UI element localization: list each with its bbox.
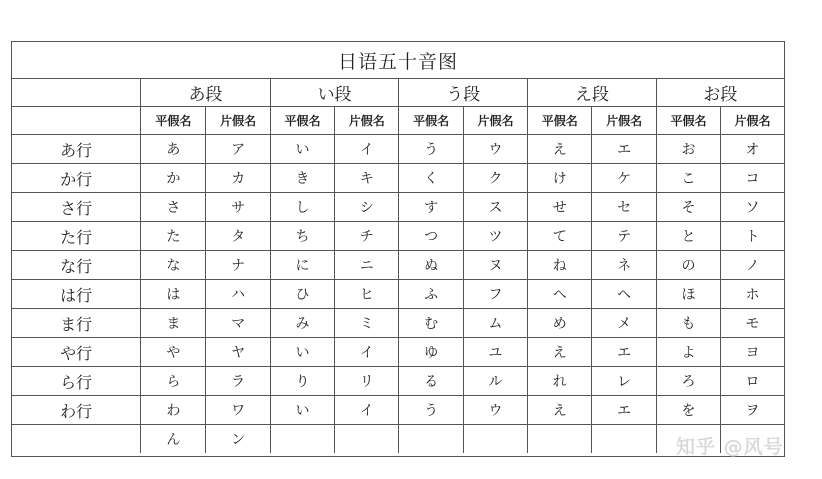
hiragana-cell: ふ (399, 280, 463, 309)
katakana-cell: ネ (592, 251, 656, 280)
hiragana-cell: む (399, 309, 463, 338)
row-label: ら行 (12, 367, 141, 396)
katakana-cell: レ (592, 367, 656, 396)
table-row (12, 338, 784, 367)
katakana-cell: ロ (721, 367, 784, 396)
gojuon-table (12, 79, 784, 453)
hiragana-cell: つ (399, 222, 463, 251)
katakana-cell: ヤ (206, 338, 270, 367)
table-row (12, 309, 784, 338)
dan-header: お段 (656, 79, 784, 107)
dan-header-row (12, 79, 784, 107)
katakana-cell: セ (592, 193, 656, 222)
katakana-cell (463, 425, 527, 454)
watermark: 知乎 @风号 (676, 436, 784, 458)
hiragana-cell: さ (141, 193, 206, 222)
hiragana-cell: し (270, 193, 334, 222)
katakana-cell: ソ (721, 193, 784, 222)
katakana-cell: フ (463, 280, 527, 309)
hiragana-cell: く (399, 164, 463, 193)
hiragana-cell: え (528, 338, 592, 367)
hiragana-cell: ね (528, 251, 592, 280)
katakana-header: 片假名 (721, 107, 784, 135)
hiragana-cell: い (270, 338, 334, 367)
hiragana-cell: そ (656, 193, 720, 222)
katakana-cell: テ (592, 222, 656, 251)
dan-header: え段 (528, 79, 657, 107)
katakana-cell: イ (335, 338, 399, 367)
hiragana-cell: い (270, 135, 334, 164)
row-label: た行 (12, 222, 141, 251)
katakana-header: 片假名 (463, 107, 527, 135)
hiragana-cell: め (528, 309, 592, 338)
table-row (12, 135, 784, 164)
hiragana-cell (528, 425, 592, 454)
katakana-cell: ウ (463, 135, 527, 164)
hiragana-cell: ま (141, 309, 206, 338)
katakana-cell: コ (721, 164, 784, 193)
katakana-cell: ヌ (463, 251, 527, 280)
katakana-cell: ラ (206, 367, 270, 396)
katakana-header: 片假名 (206, 107, 270, 135)
katakana-cell (335, 425, 399, 454)
katakana-cell (592, 425, 656, 454)
hiragana-cell: せ (528, 193, 592, 222)
hiragana-cell: ん (141, 425, 206, 454)
row-label: さ行 (12, 193, 141, 222)
katakana-cell: ナ (206, 251, 270, 280)
katakana-cell: ル (463, 367, 527, 396)
katakana-header: 片假名 (335, 107, 399, 135)
hiragana-cell: と (656, 222, 720, 251)
katakana-cell: ユ (463, 338, 527, 367)
katakana-cell: マ (206, 309, 270, 338)
hiragana-cell: に (270, 251, 334, 280)
hiragana-cell: れ (528, 367, 592, 396)
katakana-cell: ニ (335, 251, 399, 280)
table-row (12, 193, 784, 222)
katakana-cell: ケ (592, 164, 656, 193)
hiragana-cell: を (656, 396, 720, 425)
hiragana-cell: う (399, 396, 463, 425)
katakana-cell: キ (335, 164, 399, 193)
hiragana-cell: す (399, 193, 463, 222)
table-row (12, 367, 784, 396)
hiragana-cell: な (141, 251, 206, 280)
chart-title: 日语五十音图 (12, 42, 784, 79)
katakana-cell: ス (463, 193, 527, 222)
row-label: あ行 (12, 135, 141, 164)
hiragana-cell: ゆ (399, 338, 463, 367)
hiragana-cell (270, 425, 334, 454)
hiragana-header: 平假名 (270, 107, 334, 135)
hiragana-cell: ち (270, 222, 334, 251)
katakana-cell: サ (206, 193, 270, 222)
hiragana-cell (399, 425, 463, 454)
hiragana-cell: る (399, 367, 463, 396)
row-label: わ行 (12, 396, 141, 425)
hiragana-cell: ほ (656, 280, 720, 309)
dan-header: う段 (399, 79, 528, 107)
katakana-cell: ク (463, 164, 527, 193)
hiragana-cell: か (141, 164, 206, 193)
row-label: な行 (12, 251, 141, 280)
katakana-cell: ホ (721, 280, 784, 309)
katakana-cell: メ (592, 309, 656, 338)
katakana-cell: タ (206, 222, 270, 251)
hiragana-header: 平假名 (399, 107, 463, 135)
row-label: か行 (12, 164, 141, 193)
katakana-cell: ヲ (721, 396, 784, 425)
hiragana-cell: き (270, 164, 334, 193)
hiragana-cell: け (528, 164, 592, 193)
gojuon-chart (11, 41, 785, 457)
hiragana-cell: い (270, 396, 334, 425)
katakana-cell: エ (592, 396, 656, 425)
katakana-cell: エ (592, 135, 656, 164)
katakana-cell: イ (335, 396, 399, 425)
hiragana-cell: お (656, 135, 720, 164)
katakana-cell: ヘ (592, 280, 656, 309)
hiragana-cell: ぬ (399, 251, 463, 280)
katakana-cell: カ (206, 164, 270, 193)
katakana-cell: リ (335, 367, 399, 396)
hiragana-cell: あ (141, 135, 206, 164)
hiragana-cell: は (141, 280, 206, 309)
hiragana-header: 平假名 (528, 107, 592, 135)
hiragana-header: 平假名 (141, 107, 206, 135)
row-label: ま行 (12, 309, 141, 338)
hiragana-cell: え (528, 396, 592, 425)
row-label: は行 (12, 280, 141, 309)
katakana-cell: ノ (721, 251, 784, 280)
table-row (12, 251, 784, 280)
katakana-cell: ヨ (721, 338, 784, 367)
hiragana-cell: う (399, 135, 463, 164)
table-row (12, 222, 784, 251)
corner-cell (12, 107, 141, 135)
katakana-cell: ミ (335, 309, 399, 338)
hiragana-cell: へ (528, 280, 592, 309)
katakana-cell: ツ (463, 222, 527, 251)
katakana-cell: ム (463, 309, 527, 338)
katakana-cell: チ (335, 222, 399, 251)
table-row (12, 425, 784, 454)
table-row (12, 164, 784, 193)
dan-header: あ段 (141, 79, 271, 107)
hiragana-cell: よ (656, 338, 720, 367)
table-row (12, 396, 784, 425)
hiragana-cell: や (141, 338, 206, 367)
hiragana-cell: ろ (656, 367, 720, 396)
hiragana-cell: こ (656, 164, 720, 193)
katakana-cell: ト (721, 222, 784, 251)
katakana-cell: モ (721, 309, 784, 338)
hiragana-cell: も (656, 309, 720, 338)
katakana-cell: ア (206, 135, 270, 164)
katakana-cell: ハ (206, 280, 270, 309)
hiragana-cell: ら (141, 367, 206, 396)
hiragana-cell: た (141, 222, 206, 251)
katakana-header: 片假名 (592, 107, 656, 135)
hiragana-header: 平假名 (656, 107, 720, 135)
sub-header-row (12, 107, 784, 135)
katakana-cell: オ (721, 135, 784, 164)
hiragana-cell: て (528, 222, 592, 251)
hiragana-cell: わ (141, 396, 206, 425)
row-label: や行 (12, 338, 141, 367)
hiragana-cell: り (270, 367, 334, 396)
katakana-cell: ン (206, 425, 270, 454)
dan-header: い段 (270, 79, 399, 107)
hiragana-cell: え (528, 135, 592, 164)
katakana-cell: シ (335, 193, 399, 222)
row-label (12, 425, 141, 454)
katakana-cell: エ (592, 338, 656, 367)
hiragana-cell: ひ (270, 280, 334, 309)
katakana-cell: イ (335, 135, 399, 164)
katakana-cell: ヒ (335, 280, 399, 309)
table-row (12, 280, 784, 309)
katakana-cell: ウ (463, 396, 527, 425)
corner-cell (12, 79, 141, 107)
hiragana-cell: み (270, 309, 334, 338)
katakana-cell: ワ (206, 396, 270, 425)
hiragana-cell: の (656, 251, 720, 280)
